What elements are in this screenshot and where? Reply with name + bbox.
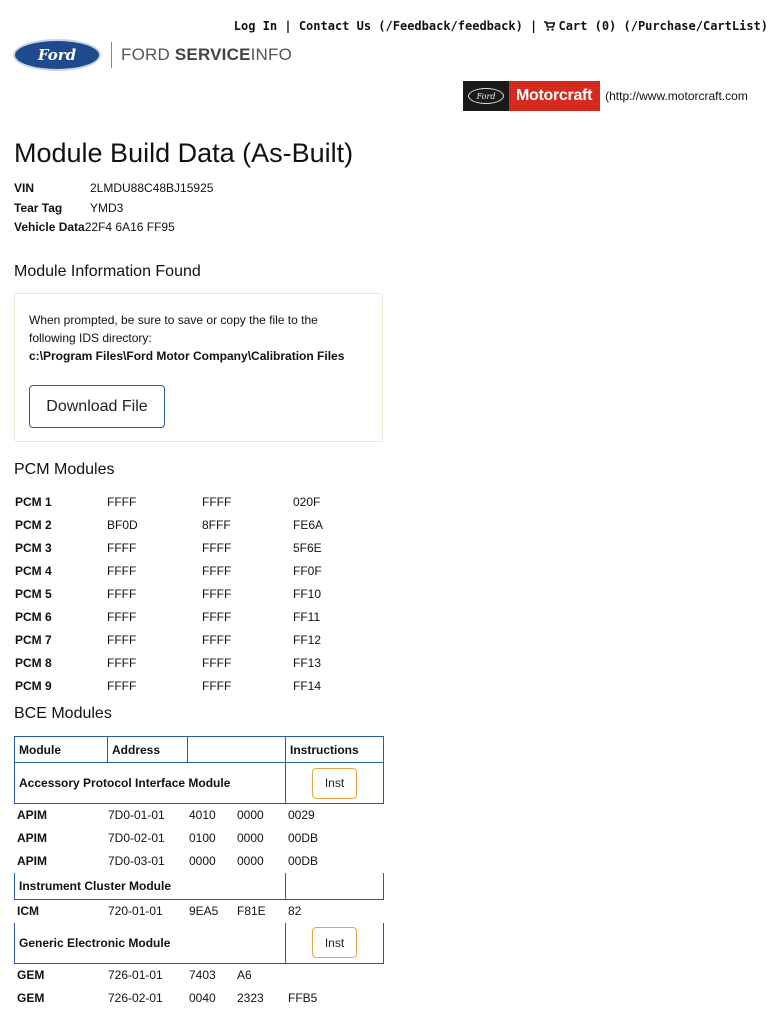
pcm-section-title: PCM Modules [14,461,115,478]
module-value: 0100 [189,831,216,846]
download-file-button[interactable]: Download File [29,385,165,428]
brand-bold: SERVICE [174,45,251,64]
pcm-value: FFFF [202,678,232,693]
ford-small-logo [463,81,509,111]
module-group-name: Generic Electronic Module [15,923,286,963]
module-value: 0029 [288,808,315,823]
brand-header [13,38,292,72]
pcm-name: PCM 5 [15,587,52,601]
module-data-row [14,986,384,1009]
module-value: A6 [237,968,252,982]
pcm-value: FFFF [107,495,137,510]
ford-logo-text: Ford [37,46,77,64]
module-value: 2323 [237,990,264,1005]
module-data-row [14,964,384,987]
pcm-value: FF14 [293,678,322,693]
login-link[interactable]: Log In [233,19,278,33]
module-code: APIM [17,808,47,823]
pcm-name: PCM 1 [15,495,52,510]
pcm-value: FF12 [293,632,322,647]
ford-small-logo-text: Ford [468,88,504,104]
inst-button[interactable]: Inst [312,768,357,799]
ford-logo[interactable] [13,39,101,71]
info-line-2: following IDS directory: [29,331,152,345]
pcm-value: FFFF [202,587,232,601]
motorcraft-banner[interactable] [463,81,748,111]
pcm-value: FF0F [293,564,322,579]
module-code: APIM [17,854,47,869]
pcm-name: PCM 7 [15,632,52,647]
vin-value: 2LMDU88C48BJ15925 [90,181,214,195]
module-group-name: Instrument Cluster Module [15,873,286,899]
brand-tail: INFO [250,45,293,64]
col-header-module: Module [15,737,108,762]
pcm-name: PCM 8 [15,655,52,670]
module-group-header [14,763,384,804]
pcm-value: 5F6E [293,541,322,556]
pcm-table [15,491,323,697]
module-value: 0000 [237,808,264,823]
pcm-row [15,628,323,651]
info-line-1: When prompted, be sure to save or copy the file to the [29,313,318,327]
module-group-header [14,923,384,964]
module-group-name: Accessory Protocol Interface Module [15,763,286,803]
pcm-value: FFFF [107,655,137,670]
pcm-value: BF0D [107,518,138,533]
pcm-row [15,491,323,514]
module-address: 7D0-03-01 [108,854,165,869]
pcm-name: PCM 6 [15,609,52,624]
module-value: 9EA5 [189,904,219,919]
tear-tag-label: Tear Tag [14,200,63,215]
vin-label: VIN [14,181,35,195]
pcm-row [15,514,323,537]
module-group-instructions-cell [286,873,383,899]
pcm-name: PCM 4 [15,564,52,579]
module-data-row [14,850,384,873]
vehicle-row-vin [14,179,213,199]
pcm-value: FF10 [293,587,322,601]
module-value: FFB5 [288,990,318,1005]
module-code: GEM [17,990,45,1005]
module-address: 7D0-02-01 [108,831,165,846]
module-value: 00DB [288,854,319,869]
motorcraft-link[interactable]: (http://www.motorcraft.com [605,89,748,103]
module-code: APIM [17,831,47,846]
module-info-box [14,293,383,442]
contact-link[interactable]: Contact Us (/Feedback/feedback) [298,19,523,33]
bce-table [14,736,384,1009]
module-value: 4010 [189,808,216,823]
module-group-header [14,873,384,900]
nav-separator: | [522,19,545,33]
module-value: 82 [288,904,302,919]
pcm-value: FFFF [202,541,232,556]
cart-link[interactable] [544,19,768,33]
pcm-name: PCM 2 [15,518,52,533]
page-title: Module Build Data (As-Built) [14,138,354,168]
vehicle-data-value: 22F4 6A16 FF95 [84,220,175,234]
tear-tag-value: YMD3 [90,200,124,215]
cart-icon [544,21,555,31]
pcm-row [15,560,323,583]
pcm-value: 020F [293,495,321,510]
pcm-value: FF11 [293,609,321,624]
vehicle-row-tear-tag [14,199,213,219]
pcm-value: FFFF [107,564,137,579]
module-data-row [14,900,384,923]
module-group-instructions-cell [286,923,383,963]
pcm-name: PCM 3 [15,541,52,556]
pcm-row [15,605,323,628]
module-value: F81E [237,904,266,919]
vehicle-info [14,179,213,238]
module-address: 726-01-01 [108,968,163,982]
vehicle-data-label: Vehicle Data [14,220,85,234]
col-header-instructions: Instructions [290,742,359,757]
module-code: ICM [17,904,39,919]
col-header-address: Address [108,737,188,762]
pcm-value: FFFF [202,632,232,647]
bce-header-row [14,736,384,763]
pcm-value: FFFF [107,678,137,693]
bce-section-title: BCE Modules [14,705,112,722]
pcm-value: FFFF [107,587,137,601]
pcm-row [15,674,323,697]
inst-button[interactable]: Inst [312,927,357,958]
nav-separator: | [277,19,299,33]
pcm-value: FFFF [107,609,137,624]
brand-light: FORD [121,45,175,64]
module-data-row [14,827,384,850]
pcm-value: FFFF [202,495,232,510]
pcm-value: FFFF [202,655,232,670]
module-group-instructions-cell [286,763,383,803]
cart-label: Cart (0) (/Purchase/CartList) [558,19,768,33]
motorcraft-logo: Motorcraft [509,81,600,111]
module-info-title: Module Information Found [14,263,201,280]
module-address: 726-02-01 [108,990,163,1005]
module-address: 7D0-01-01 [108,808,165,823]
module-address: 720-01-01 [108,904,163,919]
module-value: 7403 [189,968,216,982]
pcm-value: FE6A [293,518,324,533]
pcm-value: FFFF [202,609,232,624]
pcm-value: FFFF [107,541,137,556]
logo-divider [111,42,112,68]
calibration-path: c:\Program Files\Ford Motor Company\Calibration Files [29,349,345,363]
pcm-value: FF13 [293,655,322,670]
vehicle-row-data [14,218,213,238]
module-value: 00DB [288,831,319,846]
module-value: 0040 [189,990,216,1005]
pcm-value: 8FFF [202,518,231,533]
pcm-row [15,651,323,674]
module-value: 0000 [237,831,264,846]
service-info-wordmark[interactable] [121,45,292,65]
pcm-value: FFFF [202,564,232,579]
top-nav [234,19,768,33]
bce-body [14,763,384,1009]
col-header-blank [188,737,286,762]
module-value: 0000 [237,854,264,869]
module-data-row [14,804,384,827]
module-value: 0000 [189,854,216,869]
pcm-row [15,537,323,560]
module-code: GEM [17,968,45,982]
pcm-name: PCM 9 [15,678,52,693]
pcm-row [15,583,323,606]
pcm-value: FFFF [107,632,137,647]
